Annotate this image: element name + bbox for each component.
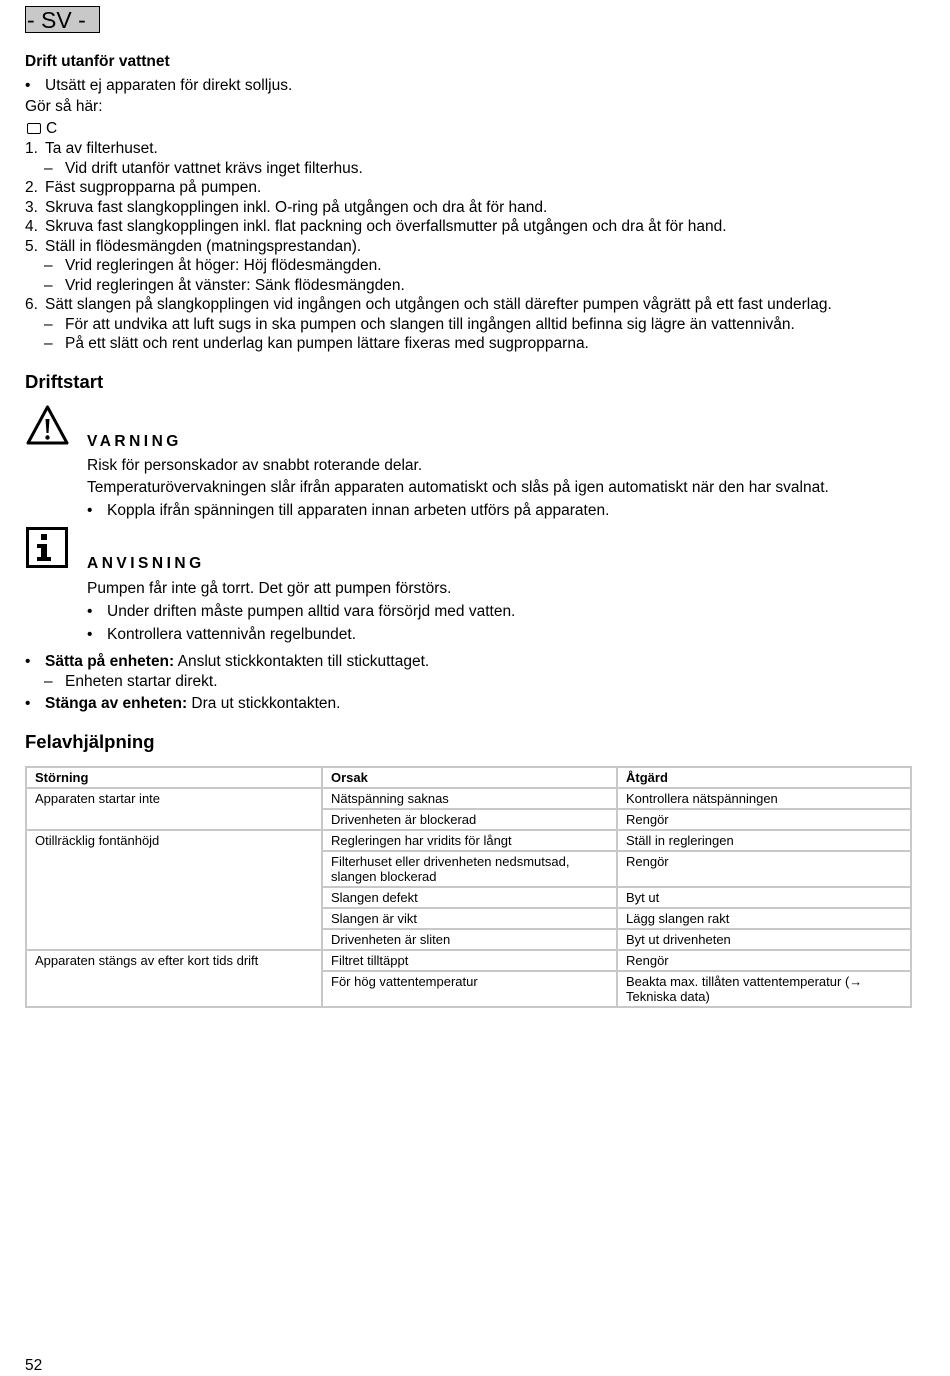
section-drift bbox=[25, 52, 925, 354]
table-cell: Nätspänning saknas bbox=[323, 789, 618, 810]
intro-text: Gör så här: bbox=[25, 98, 103, 115]
warning-label: VARNING bbox=[87, 433, 182, 450]
table-cell bbox=[27, 852, 323, 888]
figure-view-icon bbox=[27, 123, 41, 134]
table-cell bbox=[27, 888, 323, 909]
instruction-notice: ANVISNING Pumpen får inte gå torrt. Det gör att pumpen förstörs. • Under driften måste pumpen alltid vara försörjd med vatten. • Kontrollera vattennivån regelbundet. bbox=[87, 554, 927, 646]
column-header: Orsak bbox=[323, 768, 618, 789]
table-cell bbox=[27, 909, 323, 930]
section-title: Driftstart bbox=[25, 371, 104, 392]
step-item: 1. Ta av filterhuset. bbox=[25, 140, 158, 157]
dash-item: – För att undvika att luft sugs in ska pumpen och slangen till ingången alltid befinna sig lägre än vattennivån. bbox=[44, 315, 795, 333]
table-cell: Ställ in regleringen bbox=[618, 831, 910, 852]
notice-label: ANVISNING bbox=[87, 555, 205, 572]
table-header-row bbox=[27, 768, 910, 789]
table-cell: Otillräcklig fontänhöjd bbox=[27, 831, 323, 852]
table-row bbox=[27, 888, 910, 909]
step-item: 4. Skruva fast slangkopplingen inkl. flat packning och överfallsmutter på utgången och dra åt för hand. bbox=[25, 218, 727, 235]
figure-reference: C bbox=[25, 119, 925, 139]
troubleshooting-table bbox=[25, 766, 912, 1008]
table-cell: Regleringen har vridits för långt bbox=[323, 831, 618, 852]
section-title: Felavhjälpning bbox=[25, 731, 155, 752]
table-row bbox=[27, 831, 910, 852]
table-cell: Drivenheten är blockerad bbox=[323, 810, 618, 831]
table-row bbox=[27, 789, 910, 810]
page-number: 52 bbox=[25, 1357, 43, 1374]
bullet-item: • Stänga av enheten: Dra ut stickkontakten. bbox=[25, 694, 341, 712]
step-item: 3. Skruva fast slangkopplingen inkl. O-ring på utgången och dra åt för hand. bbox=[25, 198, 548, 216]
column-header: Störning bbox=[27, 768, 323, 789]
step-item: 5. Ställ in flödesmängden (matningsprestandan). bbox=[25, 237, 362, 255]
table-row bbox=[27, 972, 910, 1006]
dash-item: – Enheten startar direkt. bbox=[44, 672, 218, 690]
table-row bbox=[27, 951, 910, 972]
dash-item: – Vrid regleringen åt vänster: Sänk flödesmängden. bbox=[44, 276, 405, 294]
bullet-item: • Kontrollera vattennivån regelbundet. bbox=[87, 625, 357, 643]
dash-item: – Vid drift utanför vattnet krävs inget filterhus. bbox=[44, 159, 363, 177]
table-row bbox=[27, 810, 910, 831]
step-item: 2. Fäst sugpropparna på pumpen. bbox=[25, 179, 262, 196]
dash-item: – Vrid regleringen åt höger: Höj flödesmängden. bbox=[44, 257, 382, 274]
table-cell bbox=[27, 972, 323, 1006]
warning-notice: VARNING Risk för personskador av snabbt roterande delar. Temperaturövervakningen slår ifrån apparaten automatiskt och slås på igen automatiskt när den har svalnat. • Koppla ifrån spänningen till apparaten innan arbeten utförs på apparaten. bbox=[87, 432, 927, 522]
table-cell: Byt ut drivenheten bbox=[618, 930, 910, 951]
table-cell: Rengör bbox=[618, 810, 910, 831]
bullet-item: • Utsätt ej apparaten för direkt solljus. bbox=[25, 76, 293, 94]
table-cell: Slangen är vikt bbox=[323, 909, 618, 930]
info-notice-icon bbox=[26, 527, 68, 568]
table-row bbox=[27, 909, 910, 930]
table-cell: Beakta max. tillåten vattentemperatur (→ Tekniska data) bbox=[626, 974, 863, 1004]
table-cell: Filterhuset eller drivenheten nedsmutsad, slangen blockerad bbox=[323, 852, 618, 888]
table-cell: Lägg slangen rakt bbox=[618, 909, 910, 930]
table-row bbox=[27, 852, 910, 888]
step-item: 6. Sätt slangen på slangkopplingen vid ingången och utgången och ställ därefter pumpen vågrätt på ett fast underlag. bbox=[25, 296, 832, 313]
steps-list bbox=[25, 139, 925, 354]
table-cell: För hög vattentemperatur bbox=[323, 972, 618, 1006]
table-cell: Drivenheten är sliten bbox=[323, 930, 618, 951]
table-cell: Byt ut bbox=[618, 888, 910, 909]
language-label: - SV - bbox=[25, 6, 100, 33]
table-cell: Slangen defekt bbox=[323, 888, 618, 909]
dash-item: – På ett slätt och rent underlag kan pumpen lättare fixeras med sugpropparna. bbox=[44, 335, 589, 352]
table-cell: Rengör bbox=[618, 951, 910, 972]
table-cell: Filtret tilltäppt bbox=[323, 951, 618, 972]
table-cell bbox=[27, 810, 323, 831]
bullet-item: • Koppla ifrån spänningen till apparaten innan arbeten utförs på apparaten. bbox=[87, 501, 610, 519]
table-cell: Kontrollera nätspänningen bbox=[618, 789, 910, 810]
table-cell: Apparaten stängs av efter kort tids drift bbox=[27, 951, 323, 972]
section-title: Drift utanför vattnet bbox=[25, 53, 170, 70]
power-instructions bbox=[25, 652, 925, 713]
table-row bbox=[27, 930, 910, 951]
column-header: Åtgärd bbox=[618, 768, 910, 789]
bullet-item: • Sätta på enheten: Anslut stickkontakten till stickuttaget. bbox=[25, 653, 430, 670]
table-cell bbox=[27, 930, 323, 951]
bullet-item: • Under driften måste pumpen alltid vara försörjd med vatten. bbox=[87, 602, 516, 620]
table-cell: Apparaten startar inte bbox=[27, 789, 323, 810]
warning-triangle-icon bbox=[25, 404, 70, 446]
table-cell: Rengör bbox=[618, 852, 910, 888]
